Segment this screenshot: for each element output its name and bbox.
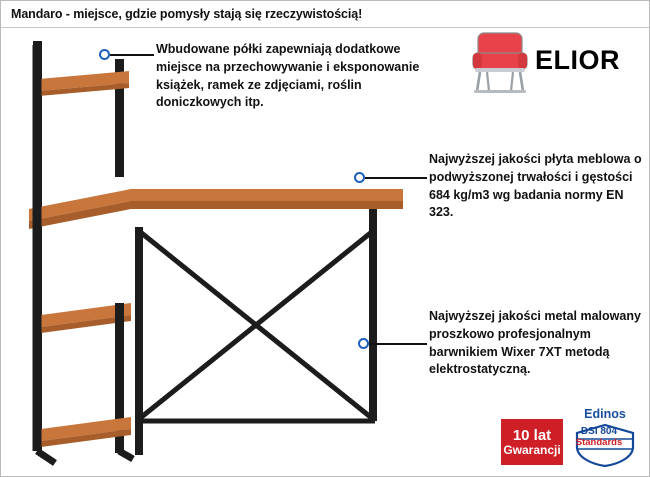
callout-text-board: Najwyższej jakości płyta meblowa o podwyższonej trwałości i gęstości 684 kg/m3 wg badania normy EN 323. [429, 152, 642, 220]
shelf-marker [99, 49, 110, 60]
metal-frame-marker [358, 338, 369, 349]
leader-line-1 [110, 54, 154, 56]
edinos-badge [567, 407, 643, 467]
seal-code: DSI 804 [580, 426, 618, 437]
header-divider [1, 27, 649, 28]
tabletop-marker [354, 172, 365, 183]
brand-logo [461, 31, 641, 97]
leader-line-2 [365, 177, 427, 179]
leader-line-3 [369, 343, 427, 345]
brand-name: ELIOR [535, 45, 621, 75]
callout-text-metal: Najwyższej jakości metal malowany proszkowo profesjonalnym barwnikiem Wixer 7XT metodą elektrostatyczną. [429, 309, 641, 377]
red-armchair-icon [469, 31, 531, 95]
seal-standards: Standards [575, 437, 623, 448]
edinos-name: Edinos [584, 407, 626, 421]
warranty-years: 10 lat [512, 426, 552, 444]
warranty-badge [501, 419, 563, 465]
page-title: Mandaro - miejsce, gdzie pomysły stają się rzeczywistością! [11, 7, 363, 21]
callout-text-shelves: Wbudowane półki zapewniają dodatkowe miejsce na przechowywanie i eksponowanie książek, ramek ze zdjęciami, roślin doniczkowych itp. [156, 42, 420, 110]
warranty-label: Gwarancji [503, 442, 561, 457]
